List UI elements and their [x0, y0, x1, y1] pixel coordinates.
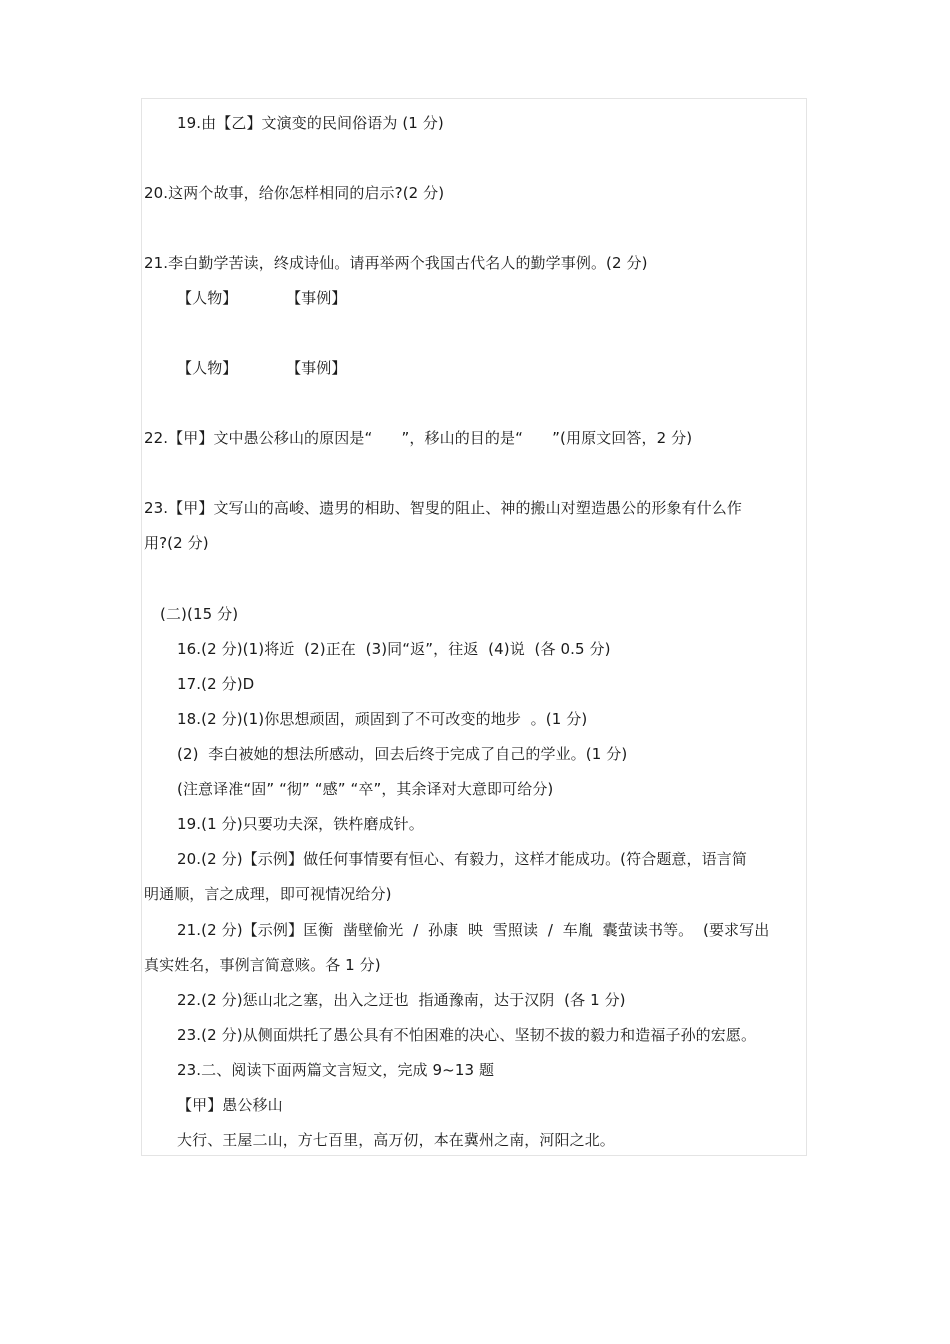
answer-16: 16.(2 分)(1)将近 (2)正在 (3)同“返”，往返 (4)说 (各 0.5 分)	[177, 640, 611, 658]
question-21-blank-2: 【人物】 【事例】	[177, 359, 347, 377]
answer-18-1: 18.(2 分)(1)你思想顽固，顽固到了不可改变的地步 。(1 分)	[177, 710, 588, 728]
question-23-line-2: 用?(2 分)	[144, 534, 209, 552]
reading-section-title: 23.二、阅读下面两篇文言短文，完成 9~13 题	[177, 1061, 495, 1079]
answer-19: 19.(1 分)只要功夫深，铁杵磨成针。	[177, 815, 424, 833]
answer-22: 22.(2 分)惩山北之塞，出入之迂也 指通豫南，达于汉阴 (各 1 分)	[177, 991, 626, 1009]
answer-20-line-2: 明通顺，言之成理，即可视情况给分)	[144, 885, 392, 903]
question-22: 22.【甲】文中愚公移山的原因是“ ”，移山的目的是“ ”(用原文回答，2 分)	[144, 429, 693, 447]
answer-21-line-2: 真实姓名，事例言简意赅。各 1 分)	[144, 956, 381, 974]
question-20: 20.这两个故事，给你怎样相同的启示?(2 分)	[144, 184, 445, 202]
question-23-line-1: 23.【甲】文写山的高峻、遗男的相助、智叟的阻止、神的搬山对塑造愚公的形象有什么作	[144, 499, 742, 517]
question-19: 19.由【乙】文演变的民间俗语为 (1 分)	[177, 114, 444, 132]
answer-17: 17.(2 分)D	[177, 675, 255, 693]
answer-18-note: (注意译准“固” “彻” “感” “卒”，其余译对大意即可给分)	[177, 780, 554, 798]
text-jia-line-1: 大行、王屋二山，方七百里，高万仞，本在冀州之南，河阳之北。	[177, 1131, 615, 1149]
answer-20-line-1: 20.(2 分)【示例】做任何事情要有恒心、有毅力，这样才能成功。(符合题意，语言简	[177, 850, 747, 868]
question-21-blank-1: 【人物】 【事例】	[177, 289, 347, 307]
answer-21-line-1: 21.(2 分)【示例】匡衡 凿壁偷光 / 孙康 映 雪照读 / 车胤 囊萤读书等。 (要求写出	[177, 921, 770, 939]
answer-18-2: (2) 李白被她的想法所感动，回去后终于完成了自己的学业。(1 分)	[177, 745, 628, 763]
question-21: 21.李白勤学苦读，终成诗仙。请再举两个我国古代名人的勤学事例。(2 分)	[144, 254, 648, 272]
answer-section-title: (二)(15 分)	[160, 605, 239, 623]
text-jia-title: 【甲】愚公移山	[177, 1096, 283, 1114]
answer-23: 23.(2 分)从侧面烘托了愚公具有不怕困难的决心、坚韧不拔的毅力和造福子孙的宏愿。	[177, 1026, 757, 1044]
